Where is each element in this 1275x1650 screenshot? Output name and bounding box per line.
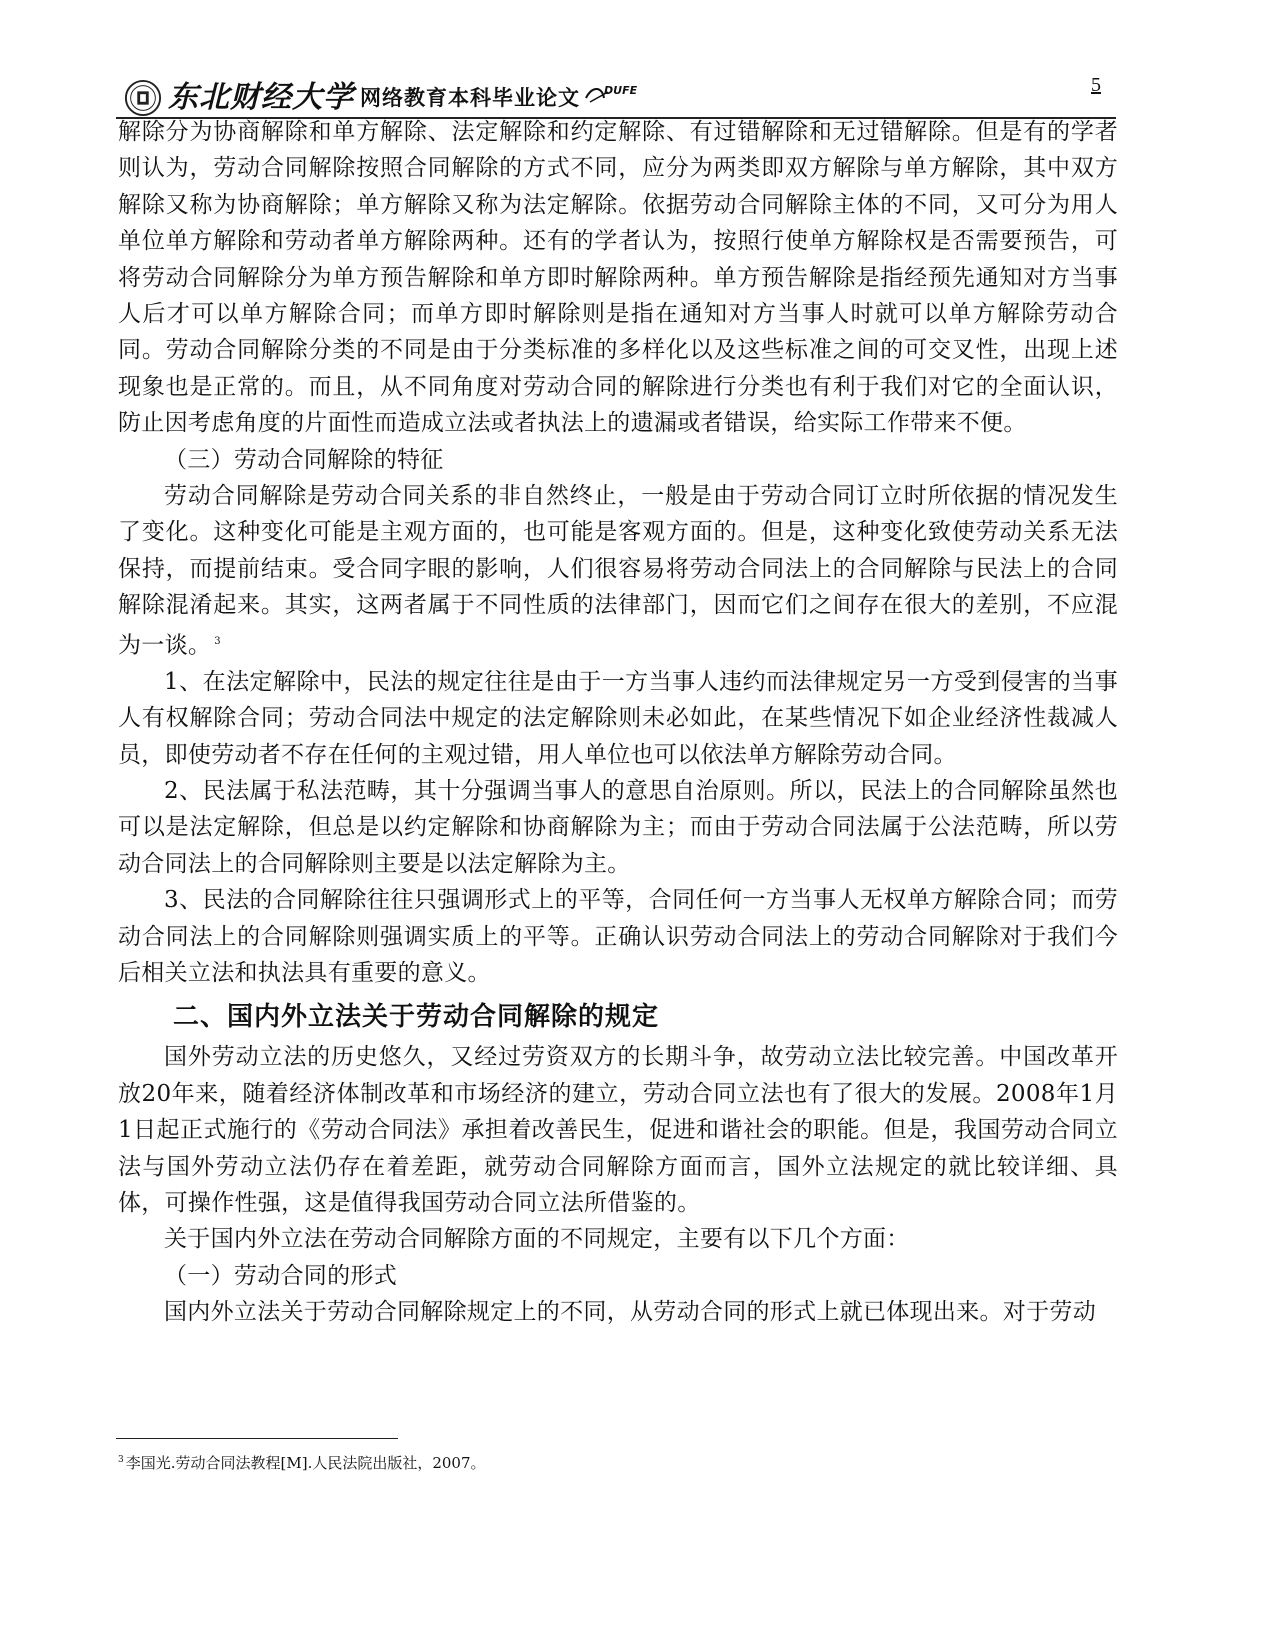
university-seal-icon — [124, 79, 162, 117]
dufe-logo-text: DUFE — [604, 84, 638, 97]
footnote-rule — [116, 1438, 398, 1439]
paragraph-1: 解除分为协商解除和单方解除、法定解除和约定解除、有过错解除和无过错解除。但是有的学者则认为，劳动合同解除按照合同解除的方式不同，应分为两类即双方解除与单方解除，其中双方解除又称为协商解除；单方解除又称为法定解除。依据劳动合同解除主体的不同，又可分为用人单位单方解除和劳动者单方解除两种。还有的学者认为，按照行使单方解除权是否需要预告，可将劳动合同解除分为单方预告解除和单方即时解除两种。单方预告解除是指经预先通知对方当事人后才可以单方解除合同；而单方即时解除则是指在通知对方当事人时就可以单方解除劳动合同。劳动合同解除分类的不同是由于分类标准的多样化以及这些标准之间的可交叉性，出现上述现象也是正常的。而且，从不同角度对劳动合同的解除进行分类也有利于我们对它的全面认识，防止因考虑角度的片面性而造成立法或者执法上的遗漏或者错误，给实际工作带来不便。 — [118, 119, 1118, 437]
footnote-text: 李国光.劳动合同法教程[M].人民法院出版社，2007。 — [125, 1454, 486, 1472]
subheading-3: （三）劳动合同解除的特征 — [164, 446, 444, 473]
header-logo-group — [124, 78, 642, 118]
page-body — [118, 114, 1118, 1331]
section-heading-2: 二、国内外立法关于劳动合同解除的规定 — [173, 1002, 660, 1033]
list-item-1: 1、在法定解除中，民法的规定往往是由于一方当事人违约而法律规定另一方受到侵害的当事人有权解除合同；劳动合同法中规定的法定解除则未必如此，在某些情况下如企业经济性裁减人员，即使劳动者不存在任何的主观过错，用人单位也可以依法单方解除劳动合同。 — [118, 668, 1118, 768]
list-item-2: 2、民法属于私法范畴，其十分强调当事人的意思自治原则。所以，民法上的合同解除虽然也可以是法定解除，但总是以约定解除和协商解除为主；而由于劳动合同法属于公法范畴，所以劳动合同法上的合同解除则主要是以法定解除为主。 — [118, 777, 1118, 877]
subheading-1: （一）劳动合同的形式 — [164, 1262, 397, 1289]
thesis-type: 网络教育本科毕业论文 — [360, 86, 580, 110]
university-name: 东北财经大学 — [168, 80, 354, 115]
page-header — [118, 70, 1115, 120]
footnote — [118, 1450, 486, 1473]
paragraph-4: 关于国内外立法在劳动合同解除方面的不同规定，主要有以下几个方面： — [164, 1226, 910, 1253]
footnote-mark: 3 — [118, 1455, 124, 1465]
dufe-logo-icon — [582, 78, 642, 118]
paragraph-2 — [118, 478, 1118, 664]
paragraph-5: 国内外立法关于劳动合同解除规定上的不同，从劳动合同的形式上就已体现出来。对于劳动 — [164, 1299, 1096, 1326]
paragraph-2-text: 劳动合同解除是劳动合同关系的非自然终止，一般是由于劳动合同订立时所依据的情况发生了变化。这种变化可能是主观方面的，也可能是客观方面的。但是，这种变化致使劳动关系无法保持，而提前结束。受合同字眼的影响，人们很容易将劳动合同法上的合同解除与民法上的合同解除混淆起来。其实，这两者属于不同性质的法律部门，因而它们之间存在很大的差别，不应混为一谈。 — [118, 483, 1118, 659]
footnote-ref[interactable]: 3 — [214, 635, 221, 647]
paragraph-3: 国外劳动立法的历史悠久，又经过劳资双方的长期斗争，故劳动立法比较完善。中国改革开放20年来，随着经济体制改革和市场经济的建立，劳动合同立法也有了很大的发展。2008年1月1日起正式施行的《劳动合同法》承担着改善民生，促进和谐社会的职能。但是，我国劳动合同立法与国外劳动立法仍存在着差距，就劳动合同解除方面而言，国外立法规定的就比较详细、具体，可操作性强，这是值得我国劳动合同立法所借鉴的。 — [118, 1044, 1118, 1217]
page-number: 5 — [1091, 74, 1101, 96]
list-item-3: 3、民法的合同解除往往只强调形式上的平等，合同任何一方当事人无权单方解除合同；而劳动合同法上的合同解除则强调实质上的平等。正确认识劳动合同法上的劳动合同解除对于我们今后相关立法和执法具有重要的意义。 — [118, 887, 1118, 986]
